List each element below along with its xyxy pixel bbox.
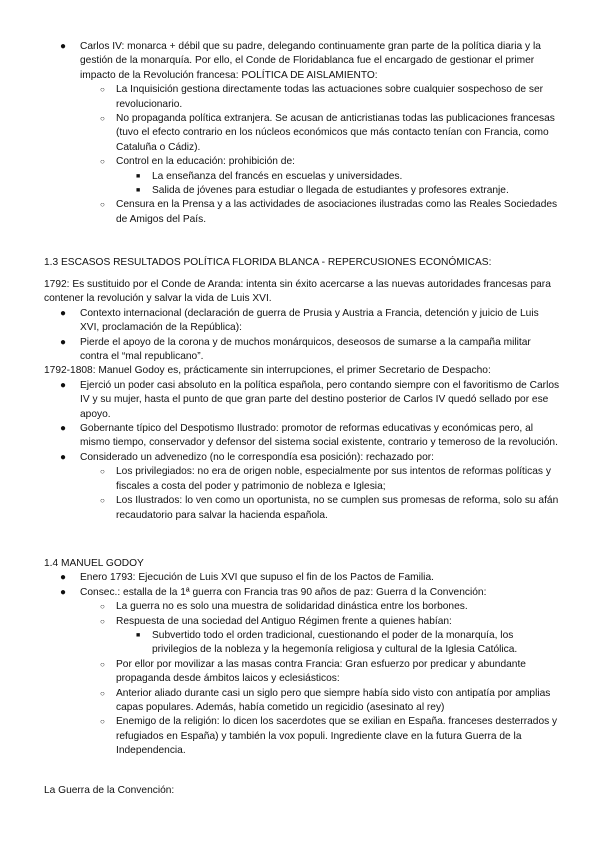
bullet-icon: ○: [100, 659, 105, 669]
list-item-text: Censura en la Prensa y a las actividades de asociaciones ilustradas como las Reales Sociedades de Amigos del País.: [116, 199, 558, 225]
bullet-icon: ○: [100, 616, 105, 626]
list-item-text: La Inquisición gestiona directamente todas las actuaciones sobre cualquier sospechoso de ser revolucionario.: [116, 84, 544, 110]
section-guerra-convencion: [44, 784, 560, 798]
list-item: [44, 494, 560, 523]
paragraph-intro: 1792: Es sustituido por el Conde de Aranda: intenta sin éxito acercarse a las nuevas autoridades francesas para contener la revolución y salvar la vida de Luis XVI.: [44, 279, 551, 305]
bullet-icon: ■: [136, 187, 141, 195]
list-item: [44, 422, 560, 451]
bullet-icon: ○: [100, 688, 105, 698]
bullet-icon: ●: [60, 41, 67, 52]
bullet-icon: ○: [100, 602, 105, 612]
list-item-text: Por ellor por movilizar a las masas contra Francia: Gran esfuerzo por predicar y abundante propaganda desde ámbitos laicos y eclesiásticos:: [116, 658, 526, 685]
list-item-text: Pierde el apoyo de la corona y de muchos monárquicos, deseosos de sumarse a la campaña militar contra el “mal republicano”.: [80, 336, 531, 363]
list-item-text: Subvertido todo el orden tradicional, cuestionando el poder de la monarquía, los privilegios de la nobleza y la hegemonía religiosa y cultural de la Iglesia Católica.: [152, 630, 518, 656]
bullet-icon: ●: [60, 336, 67, 348]
list-item: [44, 715, 560, 758]
list-item: [44, 451, 560, 465]
bullet-icon: ●: [60, 307, 67, 319]
bullet-icon: ○: [100, 496, 105, 506]
bullet-icon: ●: [60, 451, 67, 463]
bullet-icon: ●: [60, 379, 67, 391]
list-item: [44, 184, 560, 198]
list-item: [44, 600, 560, 614]
bullet-icon: ●: [60, 572, 67, 584]
list-item: [44, 307, 560, 336]
list-item: [44, 658, 560, 687]
list-item: [44, 112, 560, 155]
list-item: [44, 198, 560, 227]
list-item-text: La guerra no es solo una muestra de solidaridad dinástica entre los borbones.: [116, 601, 468, 613]
bullet-icon: ●: [60, 423, 67, 435]
list-item-text: Salida de jóvenes para estudiar o llegada de estudiantes y profesores extranje.: [152, 185, 509, 197]
list-item: [44, 336, 560, 365]
list-item-text: Gobernante típico del Despotismo Ilustrado: promotor de reformas educativas y económicas pero, al mismo tiempo, conservador y defensor del sistema social existente, contrario y temeroso de la revolución.: [80, 423, 558, 449]
list-item-text: La enseñanza del francés en escuelas y universidades.: [152, 170, 403, 182]
list-item: [44, 170, 560, 184]
list-item: [44, 155, 560, 169]
list-item-text: Considerado un advenedizo (no le correspondía esa posición): rechazado por:: [80, 451, 434, 463]
list-item: [44, 40, 560, 83]
list-item-text: Enero 1793: Ejecución de Luis XVI que supuso el fin de los Pactos de Familia.: [80, 572, 434, 584]
list-item-text: Respuesta de una sociedad del Antiguo Régimen frente a quienes habían:: [116, 615, 452, 627]
section-manuel-godoy: [44, 557, 560, 759]
list-item: [44, 465, 560, 494]
list-item-text: No propaganda política extranjera. Se acusan de anticristianas todas las publicaciones francesas (tuvo el efecto contrario en los núcleos económicos que más contacto tenían con Francia, como Cataluña o Cádiz).: [116, 113, 555, 153]
list-item: [44, 83, 560, 112]
list-item-text: Anterior aliado durante casi un siglo pero que siempre había sido visto con antipatía por amplias capas populares. Además, había cometido un regicidio (asesinato al rey): [116, 687, 551, 714]
paragraph-period: 1792-1808: Manuel Godoy es, prácticamente sin interrupciones, el primer Secretario de Despacho:: [44, 365, 491, 377]
bullet-list: [44, 379, 560, 523]
bullet-icon: ○: [100, 200, 105, 210]
section-heading-escasos-resultados: [44, 256, 560, 270]
bullet-list: [44, 307, 560, 365]
bullet-icon: ■: [136, 172, 141, 180]
section-escasos-resultados: [44, 278, 560, 523]
section-heading: 1.3 ESCASOS RESULTADOS POLÍTICA FLORIDA BLANCA - REPERCUSIONES ECONÓMICAS:: [44, 257, 492, 268]
bullet-icon: ○: [100, 85, 105, 95]
section-heading: La Guerra de la Convención:: [44, 785, 175, 796]
list-item: [44, 379, 560, 422]
list-item: [44, 571, 560, 585]
list-item-text: Enemigo de la religión: lo dicen los sacerdotes que se exilian en España. franceses desterrados y refugiados en España) y también la vox populi. Ingrediente clave en la futura Guerra de la Independencia.: [116, 716, 558, 757]
section-heading: 1.4 MANUEL GODOY: [44, 558, 144, 569]
list-item-text: Carlos IV: monarca + débil que su padre, delegando continuamente gran parte de la política diaria y la gestión de la monarquía. Por ello, el Conde de Floridablanca fue el encargado de gestionar el primer impacto de la Revolución francesa: POLÍTICA DE AISLAMIENTO:: [80, 41, 541, 81]
list-item: [44, 687, 560, 716]
list-item: [44, 615, 560, 629]
bullet-icon: ●: [60, 586, 67, 598]
bullet-list: [44, 40, 560, 227]
bullet-icon: ○: [100, 717, 105, 727]
list-item: [44, 586, 560, 600]
section-carlos-iv: [44, 40, 560, 227]
list-item-text: Los Ilustrados: lo ven como un oportunista, no se cumplen sus promesas de reforma, solo su afán recaudatorio para salvar la hacienda española.: [116, 495, 559, 521]
bullet-list: [44, 571, 560, 758]
list-item-text: Control en la educación: prohibición de:: [116, 156, 295, 168]
bullet-icon: ■: [136, 632, 141, 640]
bullet-icon: ○: [100, 467, 105, 477]
list-item-text: Los privilegiados: no era de origen noble, especialmente por sus intentos de reformas políticas y fiscales a costa del poder y patrimonio de nobleza e Iglesia;: [116, 466, 551, 492]
list-item-text: Consec.: estalla de la 1ª guerra con Francia tras 90 años de paz: Guerra d la Convención:: [80, 586, 487, 598]
list-item-text: Ejerció un poder casi absoluto en la política española, pero contando siempre con el favoritismo de Carlos IV y su mujer, hasta el punto de que gran parte del destino posterior de Carlos IV quedó sellado por ese apoyo.: [80, 379, 560, 420]
list-item-text: Contexto internacional (declaración de guerra de Prusia y Austria a Francia, detención y juicio de Luis XVI, proclamación de la República):: [80, 307, 539, 334]
bullet-icon: ○: [100, 157, 105, 167]
list-item: [44, 629, 560, 658]
bullet-icon: ○: [100, 114, 105, 124]
